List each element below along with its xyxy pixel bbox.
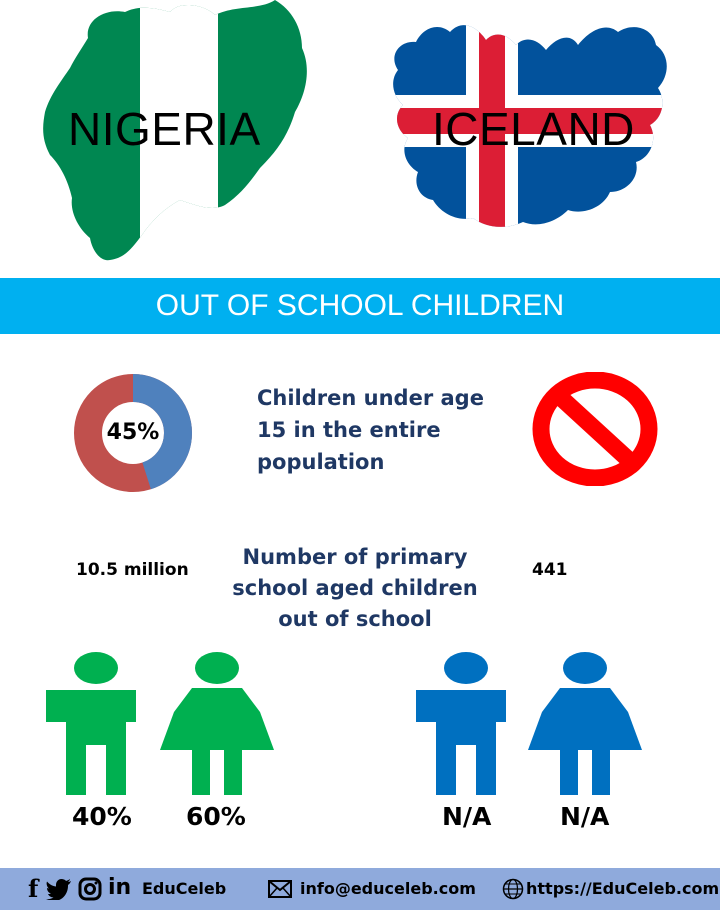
out-of-school-label [232, 542, 478, 635]
nigeria-male-icon [46, 650, 146, 800]
mail-icon [268, 880, 292, 898]
social-handle[interactable]: EduCeleb [142, 879, 227, 898]
facebook-icon[interactable]: f [28, 874, 39, 903]
label-line: out of school [278, 607, 432, 631]
nigeria-male-percent: 40% [72, 802, 132, 831]
iceland-out-of-school-value: 441 [532, 560, 568, 580]
instagram-icon[interactable] [78, 877, 102, 901]
iceland-label: ICELAND [432, 103, 635, 155]
nigeria-out-of-school-value: 10.5 million [76, 560, 189, 580]
label-line: Number of primary [242, 545, 468, 569]
label-line: 15 in the entire [257, 418, 441, 442]
iceland-male-icon [416, 650, 516, 800]
iceland-male-percent: N/A [442, 802, 492, 831]
donut-center-label: 45% [106, 420, 160, 445]
prohibited-icon [532, 372, 658, 486]
label-line: Children under age [257, 386, 484, 410]
globe-icon [502, 878, 524, 900]
website-link[interactable]: https://EduCeleb.com [526, 879, 720, 898]
nigeria-female-icon [160, 650, 274, 800]
nigeria-female-percent: 60% [186, 802, 246, 831]
linkedin-icon[interactable]: in [108, 875, 132, 900]
footer [0, 868, 720, 910]
iceland-female-icon [528, 650, 642, 800]
label-line: population [257, 450, 385, 474]
section-banner: OUT OF SCHOOL CHILDREN [0, 278, 720, 334]
label-line: school aged children [232, 576, 478, 600]
children-under-15-label [257, 382, 484, 478]
iceland-female-percent: N/A [560, 802, 610, 831]
nigeria-label: NIGERIA [68, 103, 261, 155]
email-link[interactable]: info@educeleb.com [300, 879, 476, 898]
twitter-icon[interactable] [46, 878, 72, 900]
